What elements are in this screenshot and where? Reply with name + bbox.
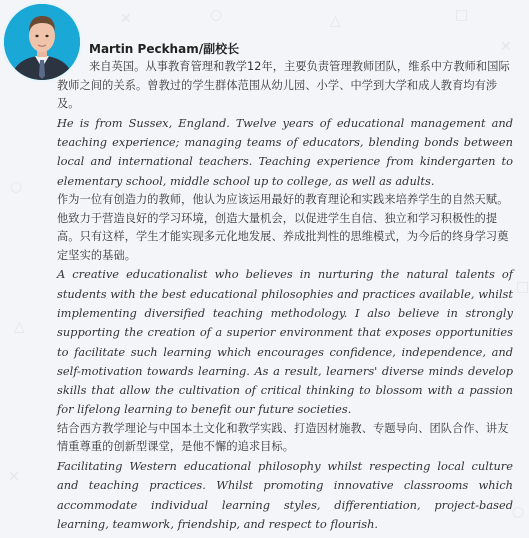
bio-en-paragraph-3: Facilitating Western educational philosophy whilst respecting local culture and teaching practices. Whilst promoting innovative classrooms which accommodate individual learning styles, differentiation, project-based learning, teamwork, friendship, and respect to flourish. xyxy=(57,458,513,531)
decor-x-icon: ✕ xyxy=(500,39,512,55)
bio-cn-paragraph-3: 结合西方教学理论与中国本土文化和教学实践、打造因材施教、专题导向、团队合作、讲友情重尊重的创新型课堂，是他不懈的追求目标。 xyxy=(57,421,509,454)
decor-circle-icon: ○ xyxy=(10,179,23,195)
decor-x-icon: ✕ xyxy=(120,11,132,27)
profile-name: Martin Peckham/副校长 xyxy=(89,42,240,56)
bio-cn-paragraph-1: 来自英国。从事教育管理和教学12年，主要负责管理教师团队，维系中方教师和国际教师之间的关系。曾教过的学生群体范围从幼儿园、小学、中学到大学和成人教育均有涉及。 xyxy=(57,60,510,111)
decor-triangle-icon: △ xyxy=(330,13,341,29)
bio-cn-paragraph-2: 作为一位有创造力的教师，他认为应该运用最好的教育理论和实践来培养学生的自然天赋。他致力于营造良好的学习环境，创造大量机会，以促进学生自信、独立和学习积极性的提高。只有这样，学生才能实现多元化地发展、养成批判性的思维模式，为今后的终身学习奠定坚实的基础。 xyxy=(57,192,509,262)
decor-square-icon: □ xyxy=(516,279,529,295)
decor-square-icon: □ xyxy=(455,7,469,23)
decor-circle-icon: ○ xyxy=(512,504,525,520)
decor-triangle-icon: △ xyxy=(14,319,25,335)
decor-x-icon: ✕ xyxy=(8,469,20,485)
bio-content xyxy=(57,58,513,534)
bio-en-paragraph-2: A creative educationalist who believes in nurturing the natural talents of students with the best educational philosophies and practices available, whilst implementing diversified teaching methodology. I also believe in strongly supporting the creation of a superior environment that exposes opportunities to facilitate such learning which encourages confidence, independence, and self-motivation towards learning. As a result, learners' diverse minds develop skills that allow the cultivation of critical thinking to blossom with a passion for lifelong learning to benefit our future societies. xyxy=(57,267,513,417)
bio-en-paragraph-1: He is from Sussex, England. Twelve years of educational management and teaching experience; managing teams of educators, blending bonds between local and international teachers. Teaching experience from kindergarten to elementary school, middle school up to college, as well as adults. xyxy=(57,115,513,188)
decor-circle-icon: ○ xyxy=(210,7,223,23)
